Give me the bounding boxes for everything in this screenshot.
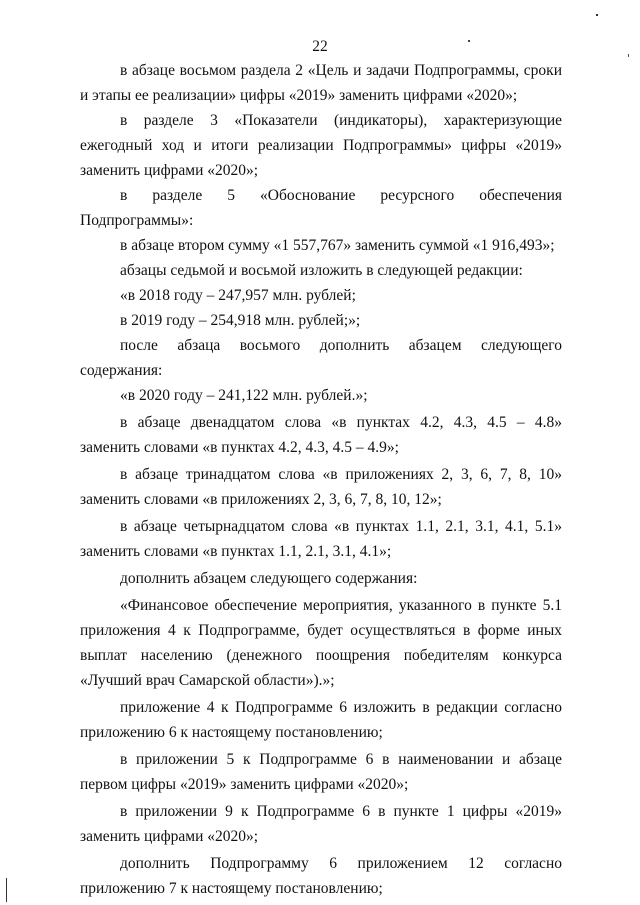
paragraph: абзацы седьмой и восьмой изложить в следующей редакции: bbox=[120, 262, 523, 279]
paragraph: приложение 4 к Подпрограмме 6 изложить в редакции согласно приложению 6 к настоящему постановлению; bbox=[80, 699, 562, 741]
paragraph: дополнить Подпрограмму 6 приложением 12 согласно приложению 7 к настоящему постановлению; bbox=[80, 855, 562, 897]
paragraph: в 2019 году – 254,918 млн. рублей;»; bbox=[120, 312, 361, 329]
paragraph: в абзаце втором сумму «1 557,767» заменить суммой «1 916,493»; bbox=[120, 237, 555, 254]
paragraph: дополнить абзацем следующего содержания: bbox=[120, 570, 418, 587]
document-body bbox=[80, 58, 562, 901]
page-number: 22 bbox=[312, 38, 328, 55]
paragraph: «в 2020 году – 241,122 млн. рублей.»; bbox=[120, 387, 368, 404]
paragraph: в абзаце двенадцатом слова «в пунктах 4.2, 4.3, 4.5 – 4.8» заменить словами «в пунктах 4.2, 4.3, 4.5 – 4.9»; bbox=[80, 414, 562, 456]
paragraph: в разделе 5 «Обоснование ресурсного обеспечения Подпрограммы»: bbox=[80, 187, 562, 229]
paragraph: в приложении 5 к Подпрограмме 6 в наименовании и абзаце первом цифры «2019» заменить цифрами «2020»; bbox=[80, 751, 562, 793]
scan-speck bbox=[596, 14, 598, 16]
paragraph: в приложении 9 к Подпрограмме 6 в пункте 1 цифры «2019» заменить цифрами «2020»; bbox=[80, 803, 562, 845]
paragraph: «в 2018 году – 247,957 млн. рублей; bbox=[120, 287, 356, 304]
paragraph: после абзаца восьмого дополнить абзацем следующего содержания: bbox=[80, 337, 562, 379]
paragraph: в абзаце четырнадцатом слова «в пунктах 1.1, 2.1, 3.1, 4.1, 5.1» заменить словами «в пунктах 1.1, 2.1, 3.1, 4.1»; bbox=[80, 518, 562, 560]
paragraph: в разделе 3 «Показатели (индикаторы), характеризующие ежегодный ход и итоги реализации Подпрограммы» цифры «2019» заменить цифрами «2020»; bbox=[80, 112, 562, 179]
paragraph: в абзаце восьмом раздела 2 «Цель и задачи Подпрограммы, сроки и этапы ее реализации» цифры «2019» заменить цифрами «2020»; bbox=[80, 62, 562, 104]
paragraph: в абзаце тринадцатом слова «в приложениях 2, 3, 6, 7, 8, 10» заменить словами «в приложениях 2, 3, 6, 7, 8, 10, 12»; bbox=[80, 466, 562, 508]
paragraph: «Финансовое обеспечение мероприятия, указанного в пункте 5.1 приложения 4 к Подпрограмме, будет осуществляться в форме иных выплат населению (денежного поощрения победителям конкурса «Лучший врач Самарской области»).»; bbox=[80, 597, 562, 689]
scan-margin-line bbox=[6, 878, 7, 902]
